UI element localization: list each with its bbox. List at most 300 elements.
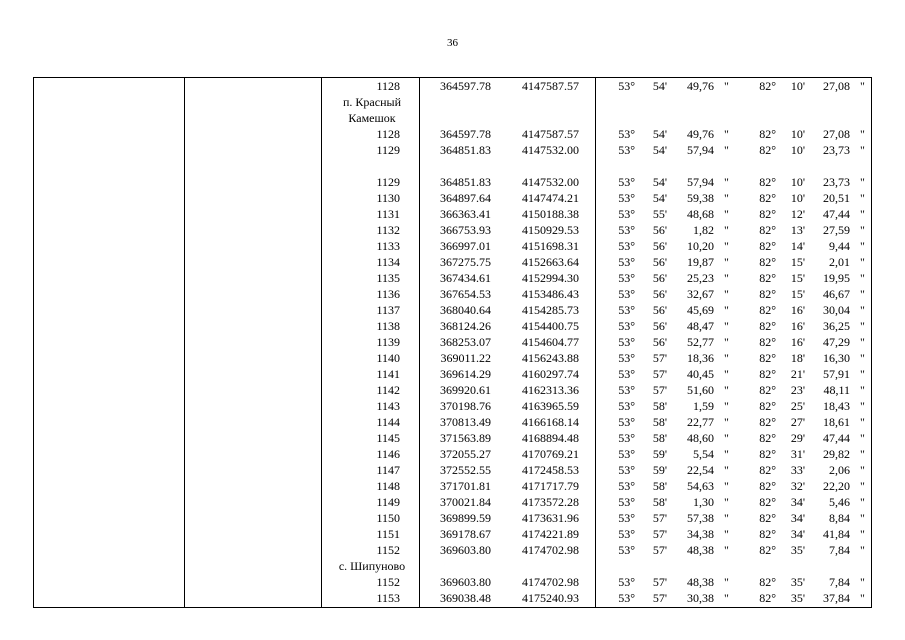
lon-degrees: 82°	[759, 191, 776, 205]
point-number: 1128	[376, 79, 400, 93]
table-row	[34, 190, 871, 206]
lat-degrees: 53°	[618, 383, 635, 397]
lon-seconds: 16,30	[823, 351, 850, 365]
lon-seconds-mark: "	[860, 511, 865, 525]
table-row	[34, 174, 871, 190]
table-row	[34, 366, 871, 382]
lon-seconds-mark: "	[860, 351, 865, 365]
lon-seconds-mark: "	[860, 79, 865, 93]
lat-seconds-mark: "	[724, 463, 729, 477]
lon-degrees: 82°	[759, 223, 776, 237]
lon-seconds: 46,67	[823, 287, 850, 301]
lat-seconds-mark: "	[724, 207, 729, 221]
coord-x: 369920.61	[440, 383, 491, 397]
lat-degrees: 53°	[618, 191, 635, 205]
table-row	[34, 238, 871, 254]
lon-seconds-mark: "	[860, 319, 865, 333]
coord-y: 4150929.53	[522, 223, 579, 237]
coord-x: 364851.83	[440, 143, 491, 157]
lon-minutes: 10'	[790, 175, 805, 189]
point-number: 1150	[376, 511, 400, 525]
lat-degrees: 53°	[618, 287, 635, 301]
coord-y: 4151698.31	[522, 239, 579, 253]
lon-minutes: 21'	[790, 367, 805, 381]
lon-seconds: 2,06	[829, 463, 850, 477]
settlement-label-row	[34, 94, 871, 110]
lat-seconds: 49,76	[687, 127, 714, 141]
point-number: 1137	[376, 303, 400, 317]
lon-seconds: 7,84	[829, 543, 850, 557]
lat-minutes: 54'	[652, 191, 667, 205]
coord-x: 369614.29	[440, 367, 491, 381]
lon-degrees: 82°	[759, 367, 776, 381]
coord-y: 4147532.00	[522, 175, 579, 189]
lat-minutes: 56'	[652, 287, 667, 301]
lat-seconds-mark: "	[724, 319, 729, 333]
lat-seconds-mark: "	[724, 511, 729, 525]
table-row	[34, 430, 871, 446]
lon-seconds: 48,11	[823, 383, 850, 397]
coord-y: 4147474.21	[522, 191, 579, 205]
point-number: 1152	[376, 575, 400, 589]
settlement-name: Камешок	[348, 111, 396, 125]
lon-minutes: 10'	[790, 127, 805, 141]
lat-seconds: 48,68	[687, 207, 714, 221]
lat-seconds-mark: "	[724, 143, 729, 157]
lon-minutes: 16'	[790, 335, 805, 349]
lon-seconds-mark: "	[860, 191, 865, 205]
lon-seconds-mark: "	[860, 207, 865, 221]
lat-degrees: 53°	[618, 239, 635, 253]
lon-seconds: 27,59	[823, 223, 850, 237]
point-number: 1142	[376, 383, 400, 397]
lat-degrees: 53°	[618, 175, 635, 189]
lat-seconds-mark: "	[724, 303, 729, 317]
lat-seconds-mark: "	[724, 415, 729, 429]
lat-seconds: 5,54	[693, 447, 714, 461]
table-row	[34, 574, 871, 590]
lon-seconds: 47,29	[823, 335, 850, 349]
lon-minutes: 25'	[790, 399, 805, 413]
lon-seconds: 57,91	[823, 367, 850, 381]
lat-seconds: 18,36	[687, 351, 714, 365]
lat-minutes: 56'	[652, 271, 667, 285]
lat-degrees: 53°	[618, 79, 635, 93]
lon-seconds-mark: "	[860, 463, 865, 477]
lon-minutes: 23'	[790, 383, 805, 397]
lat-seconds: 49,76	[687, 79, 714, 93]
table-row	[34, 270, 871, 286]
table-row	[34, 286, 871, 302]
lat-seconds-mark: "	[724, 223, 729, 237]
lat-degrees: 53°	[618, 303, 635, 317]
lon-minutes: 15'	[790, 255, 805, 269]
lon-minutes: 34'	[790, 527, 805, 541]
coord-y: 4154285.73	[522, 303, 579, 317]
point-number: 1129	[376, 143, 400, 157]
lat-minutes: 54'	[652, 175, 667, 189]
point-number: 1147	[376, 463, 400, 477]
lat-degrees: 53°	[618, 575, 635, 589]
lat-seconds-mark: "	[724, 399, 729, 413]
table-row	[34, 542, 871, 558]
table-row	[34, 334, 871, 350]
lon-degrees: 82°	[759, 335, 776, 349]
coord-y: 4160297.74	[522, 367, 579, 381]
lon-seconds: 47,44	[823, 431, 850, 445]
coord-y: 4163965.59	[522, 399, 579, 413]
lat-seconds: 57,38	[687, 511, 714, 525]
coord-x: 366997.01	[440, 239, 491, 253]
lon-seconds: 27,08	[823, 127, 850, 141]
lat-seconds: 30,38	[687, 591, 714, 605]
lat-minutes: 58'	[652, 399, 667, 413]
lat-seconds: 45,69	[687, 303, 714, 317]
lon-degrees: 82°	[759, 575, 776, 589]
page-number: 36	[447, 37, 458, 49]
lat-seconds: 22,54	[687, 463, 714, 477]
lon-minutes: 15'	[790, 271, 805, 285]
table-row	[34, 222, 871, 238]
lon-degrees: 82°	[759, 319, 776, 333]
point-number: 1129	[376, 175, 400, 189]
coordinates-table	[33, 77, 872, 608]
lon-degrees: 82°	[759, 127, 776, 141]
lat-minutes: 58'	[652, 415, 667, 429]
coord-y: 4156243.88	[522, 351, 579, 365]
lat-seconds-mark: "	[724, 175, 729, 189]
coord-x: 372055.27	[440, 447, 491, 461]
lon-minutes: 12'	[790, 207, 805, 221]
point-number: 1136	[376, 287, 400, 301]
lon-seconds-mark: "	[860, 127, 865, 141]
lon-minutes: 13'	[790, 223, 805, 237]
coord-y: 4168894.48	[522, 431, 579, 445]
lat-minutes: 58'	[652, 431, 667, 445]
lon-degrees: 82°	[759, 479, 776, 493]
lon-degrees: 82°	[759, 543, 776, 557]
lat-seconds: 59,38	[687, 191, 714, 205]
table-row	[34, 462, 871, 478]
coord-x: 364851.83	[440, 175, 491, 189]
table-row	[34, 478, 871, 494]
lon-seconds-mark: "	[860, 479, 865, 493]
blank-row	[34, 158, 871, 174]
lon-seconds-mark: "	[860, 431, 865, 445]
lat-seconds-mark: "	[724, 287, 729, 301]
lat-seconds: 52,77	[687, 335, 714, 349]
lon-minutes: 34'	[790, 495, 805, 509]
table-row	[34, 126, 871, 142]
coord-x: 364897.64	[440, 191, 491, 205]
coord-x: 369178.67	[440, 527, 491, 541]
lon-seconds: 8,84	[829, 511, 850, 525]
lat-minutes: 57'	[652, 351, 667, 365]
lon-seconds: 36,25	[823, 319, 850, 333]
lon-degrees: 82°	[759, 207, 776, 221]
lon-seconds: 37,84	[823, 591, 850, 605]
lat-minutes: 57'	[652, 591, 667, 605]
lon-degrees: 82°	[759, 447, 776, 461]
coord-x: 369038.48	[440, 591, 491, 605]
lat-seconds: 1,82	[693, 223, 714, 237]
lon-seconds-mark: "	[860, 367, 865, 381]
coord-x: 371563.89	[440, 431, 491, 445]
lat-seconds: 57,94	[687, 143, 714, 157]
coord-x: 371701.81	[440, 479, 491, 493]
coord-y: 4147587.57	[522, 127, 579, 141]
lon-degrees: 82°	[759, 143, 776, 157]
lat-degrees: 53°	[618, 511, 635, 525]
coord-x: 367654.53	[440, 287, 491, 301]
table-row	[34, 382, 871, 398]
lat-seconds: 1,30	[693, 495, 714, 509]
table-rows	[34, 78, 871, 606]
lon-seconds-mark: "	[860, 495, 865, 509]
settlement-label-row	[34, 110, 871, 126]
point-number: 1144	[376, 415, 400, 429]
lat-minutes: 58'	[652, 479, 667, 493]
lat-seconds-mark: "	[724, 191, 729, 205]
lon-degrees: 82°	[759, 287, 776, 301]
lat-seconds: 57,94	[687, 175, 714, 189]
table-row	[34, 78, 871, 94]
lat-degrees: 53°	[618, 127, 635, 141]
lon-seconds: 23,73	[823, 175, 850, 189]
coord-y: 4173572.28	[522, 495, 579, 509]
point-number: 1131	[376, 207, 400, 221]
lon-seconds: 23,73	[823, 143, 850, 157]
coord-y: 4150188.38	[522, 207, 579, 221]
coord-y: 4166168.14	[522, 415, 579, 429]
lon-minutes: 15'	[790, 287, 805, 301]
lon-seconds-mark: "	[860, 255, 865, 269]
lon-seconds-mark: "	[860, 447, 865, 461]
lat-degrees: 53°	[618, 319, 635, 333]
lon-degrees: 82°	[759, 79, 776, 93]
lon-seconds-mark: "	[860, 415, 865, 429]
lon-seconds-mark: "	[860, 303, 865, 317]
lon-minutes: 18'	[790, 351, 805, 365]
lat-seconds-mark: "	[724, 367, 729, 381]
table-row	[34, 494, 871, 510]
coord-x: 369011.22	[440, 351, 491, 365]
table-row	[34, 414, 871, 430]
lon-seconds: 29,82	[823, 447, 850, 461]
lon-seconds-mark: "	[860, 591, 865, 605]
coord-y: 4175240.93	[522, 591, 579, 605]
lon-minutes: 27'	[790, 415, 805, 429]
lon-seconds: 18,43	[823, 399, 850, 413]
coord-x: 367434.61	[440, 271, 491, 285]
lon-minutes: 16'	[790, 319, 805, 333]
point-number: 1141	[376, 367, 400, 381]
point-number: 1152	[376, 543, 400, 557]
lat-seconds: 48,47	[687, 319, 714, 333]
lon-seconds-mark: "	[860, 239, 865, 253]
lat-degrees: 53°	[618, 495, 635, 509]
lat-seconds: 25,23	[687, 271, 714, 285]
point-number: 1134	[376, 255, 400, 269]
lon-seconds: 2,01	[829, 255, 850, 269]
lon-seconds-mark: "	[860, 527, 865, 541]
coord-x: 370021.84	[440, 495, 491, 509]
lon-minutes: 16'	[790, 303, 805, 317]
lat-minutes: 57'	[652, 511, 667, 525]
lon-seconds: 7,84	[829, 575, 850, 589]
lat-minutes: 59'	[652, 463, 667, 477]
lon-degrees: 82°	[759, 239, 776, 253]
lon-degrees: 82°	[759, 303, 776, 317]
lon-minutes: 10'	[790, 79, 805, 93]
lat-seconds-mark: "	[724, 495, 729, 509]
coord-y: 4154400.75	[522, 319, 579, 333]
point-number: 1151	[376, 527, 400, 541]
lat-seconds-mark: "	[724, 255, 729, 269]
coord-x: 368124.26	[440, 319, 491, 333]
lon-minutes: 10'	[790, 191, 805, 205]
lon-degrees: 82°	[759, 175, 776, 189]
coord-x: 366753.93	[440, 223, 491, 237]
table-row	[34, 590, 871, 606]
lon-degrees: 82°	[759, 271, 776, 285]
lat-minutes: 57'	[652, 527, 667, 541]
lon-minutes: 29'	[790, 431, 805, 445]
lat-minutes: 56'	[652, 319, 667, 333]
lat-degrees: 53°	[618, 479, 635, 493]
coord-y: 4147587.57	[522, 79, 579, 93]
lat-minutes: 54'	[652, 79, 667, 93]
lon-seconds-mark: "	[860, 287, 865, 301]
point-number: 1138	[376, 319, 400, 333]
coord-x: 364597.78	[440, 127, 491, 141]
settlement-name: п. Красный	[343, 95, 401, 109]
lat-minutes: 57'	[652, 383, 667, 397]
coord-y: 4174702.98	[522, 543, 579, 557]
point-number: 1153	[376, 591, 400, 605]
lat-seconds-mark: "	[724, 351, 729, 365]
lat-minutes: 57'	[652, 543, 667, 557]
coord-y: 4174221.89	[522, 527, 579, 541]
lat-seconds-mark: "	[724, 127, 729, 141]
lon-degrees: 82°	[759, 463, 776, 477]
lon-degrees: 82°	[759, 415, 776, 429]
lat-degrees: 53°	[618, 271, 635, 285]
table-row	[34, 446, 871, 462]
point-number: 1140	[376, 351, 400, 365]
coord-x: 369603.80	[440, 575, 491, 589]
lon-seconds: 27,08	[823, 79, 850, 93]
lat-seconds-mark: "	[724, 575, 729, 589]
coord-x: 372552.55	[440, 463, 491, 477]
lon-minutes: 33'	[790, 463, 805, 477]
lat-minutes: 55'	[652, 207, 667, 221]
lon-degrees: 82°	[759, 383, 776, 397]
lat-degrees: 53°	[618, 431, 635, 445]
lat-minutes: 54'	[652, 143, 667, 157]
coord-x: 370813.49	[440, 415, 491, 429]
lon-seconds: 30,04	[823, 303, 850, 317]
lon-minutes: 35'	[790, 543, 805, 557]
lat-degrees: 53°	[618, 351, 635, 365]
lon-seconds: 9,44	[829, 239, 850, 253]
lat-seconds-mark: "	[724, 479, 729, 493]
lon-degrees: 82°	[759, 431, 776, 445]
lon-degrees: 82°	[759, 399, 776, 413]
settlement-name: с. Шипуново	[338, 559, 406, 573]
settlement-label-row	[34, 558, 871, 574]
lat-seconds: 51,60	[687, 383, 714, 397]
point-number: 1139	[376, 335, 400, 349]
point-number: 1149	[376, 495, 400, 509]
lon-degrees: 82°	[759, 511, 776, 525]
table-row	[34, 526, 871, 542]
point-number: 1145	[376, 431, 400, 445]
lat-seconds-mark: "	[724, 543, 729, 557]
lon-minutes: 14'	[790, 239, 805, 253]
lon-seconds: 5,46	[829, 495, 850, 509]
lat-minutes: 56'	[652, 335, 667, 349]
lat-degrees: 53°	[618, 143, 635, 157]
lon-seconds: 19,95	[823, 271, 850, 285]
point-number: 1133	[376, 239, 400, 253]
lon-minutes: 31'	[790, 447, 805, 461]
lon-degrees: 82°	[759, 527, 776, 541]
lat-seconds-mark: "	[724, 383, 729, 397]
lat-minutes: 56'	[652, 255, 667, 269]
lon-degrees: 82°	[759, 255, 776, 269]
lat-seconds: 1,59	[693, 399, 714, 413]
lon-degrees: 82°	[759, 351, 776, 365]
point-number: 1130	[376, 191, 400, 205]
table-row	[34, 350, 871, 366]
lat-seconds: 32,67	[687, 287, 714, 301]
lon-minutes: 10'	[790, 143, 805, 157]
lon-seconds-mark: "	[860, 143, 865, 157]
lat-degrees: 53°	[618, 543, 635, 557]
coord-y: 4173631.96	[522, 511, 579, 525]
lat-degrees: 53°	[618, 527, 635, 541]
lat-degrees: 53°	[618, 367, 635, 381]
coord-y: 4162313.36	[522, 383, 579, 397]
lat-seconds: 40,45	[687, 367, 714, 381]
coord-x: 369899.59	[440, 511, 491, 525]
lat-seconds-mark: "	[724, 527, 729, 541]
lat-seconds: 34,38	[687, 527, 714, 541]
lat-seconds: 48,38	[687, 575, 714, 589]
point-number: 1132	[376, 223, 400, 237]
lon-seconds-mark: "	[860, 335, 865, 349]
lon-seconds-mark: "	[860, 271, 865, 285]
lon-seconds-mark: "	[860, 175, 865, 189]
lat-seconds: 54,63	[687, 479, 714, 493]
lat-degrees: 53°	[618, 223, 635, 237]
lat-degrees: 53°	[618, 207, 635, 221]
lon-seconds: 41,84	[823, 527, 850, 541]
table-row	[34, 318, 871, 334]
point-number: 1135	[376, 271, 400, 285]
lon-seconds-mark: "	[860, 399, 865, 413]
table-row	[34, 398, 871, 414]
table-row	[34, 302, 871, 318]
lon-minutes: 32'	[790, 479, 805, 493]
lon-seconds-mark: "	[860, 383, 865, 397]
lat-minutes: 59'	[652, 447, 667, 461]
lon-seconds: 22,20	[823, 479, 850, 493]
coord-x: 368253.07	[440, 335, 491, 349]
lat-seconds-mark: "	[724, 591, 729, 605]
coord-y: 4152994.30	[522, 271, 579, 285]
